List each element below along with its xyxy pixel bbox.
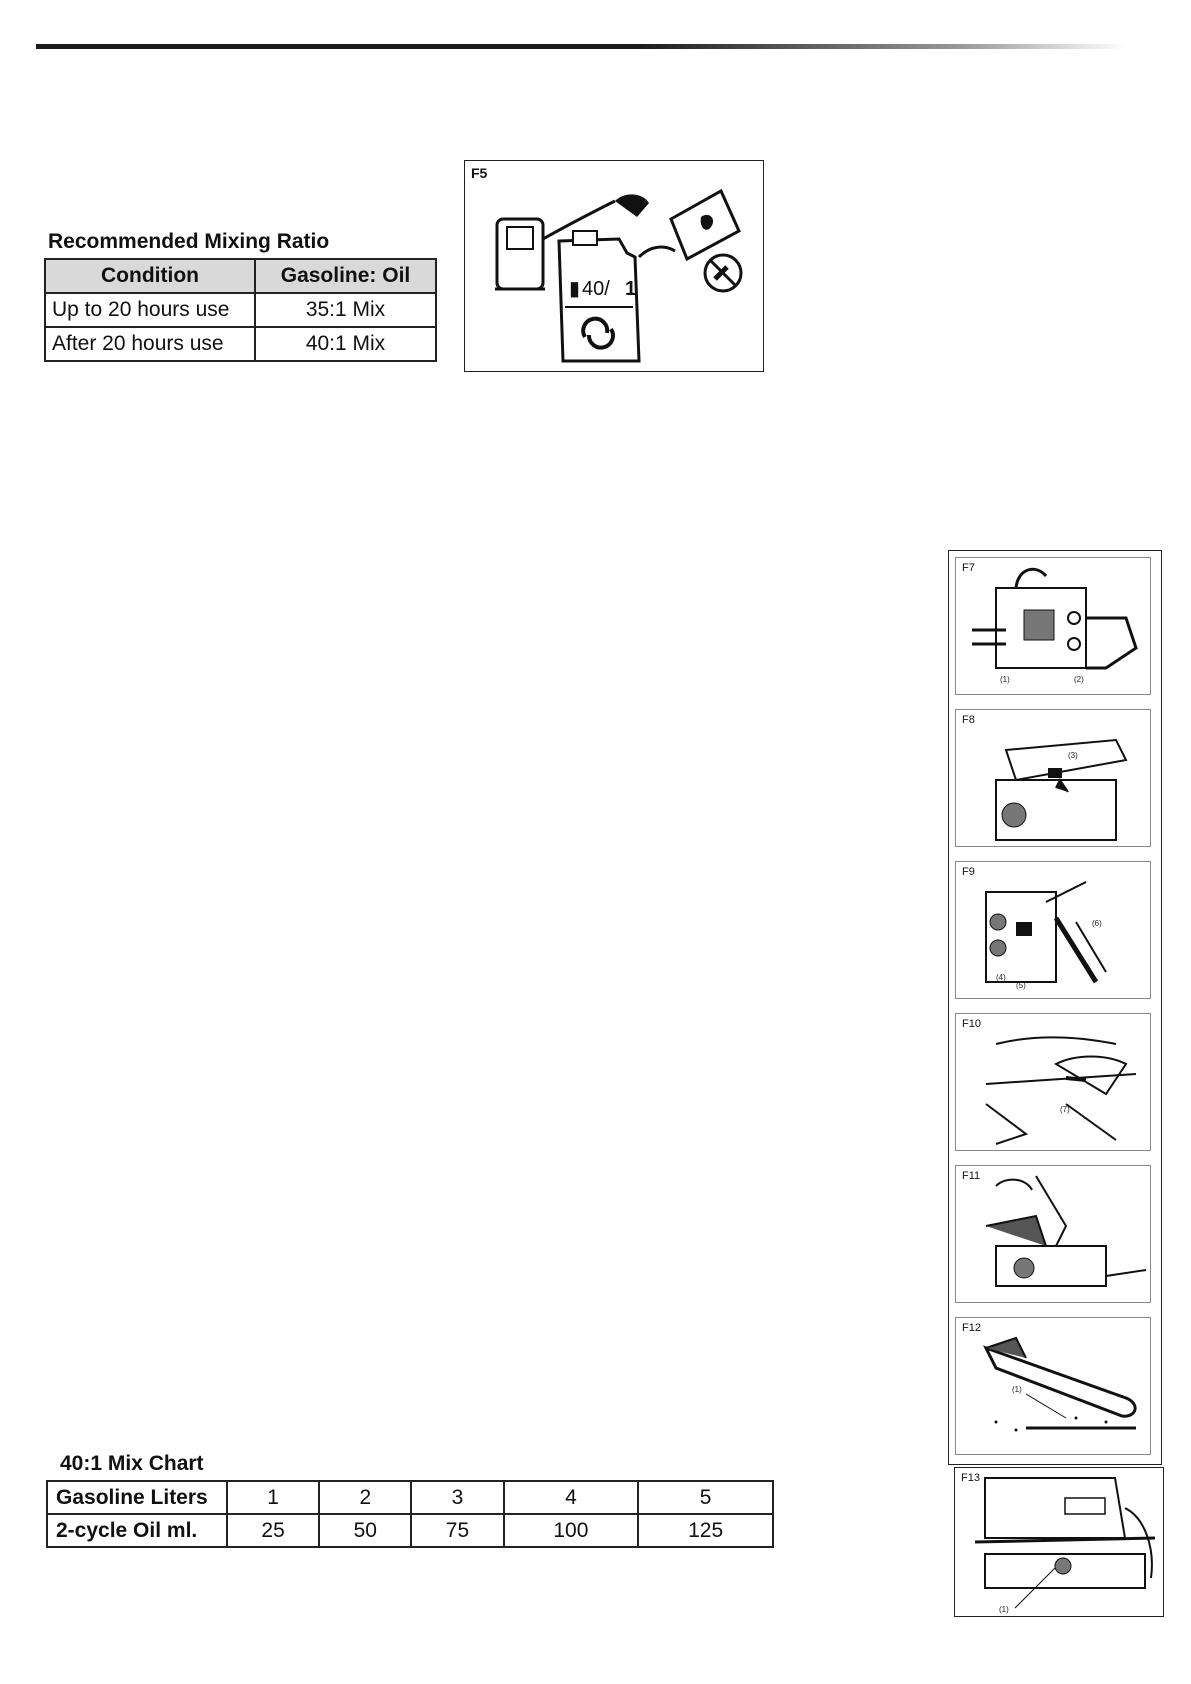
mixing-ratio-table (44, 258, 437, 362)
table-row (45, 293, 436, 327)
cell-condition: Up to 20 hours use (45, 293, 255, 327)
fuel-mixing-illustration (465, 161, 765, 373)
callout-label: (2) (1074, 675, 1084, 684)
callout-label: (4) (996, 973, 1006, 982)
cell-liters: 3 (411, 1481, 503, 1514)
mixing-ratio-title: Recommended Mixing Ratio (48, 230, 330, 253)
chainsaw-side-illustration (956, 558, 1152, 696)
figure-f8 (955, 709, 1151, 847)
chain-lubrication-illustration (956, 1318, 1152, 1456)
cell-oil-ml: 100 (504, 1514, 639, 1547)
can-marking-gas: ▮ (569, 278, 581, 300)
callout-label: (5) (1016, 981, 1026, 990)
header-rule (36, 44, 1126, 49)
table-row (47, 1481, 773, 1514)
figure-f13 (954, 1467, 1164, 1617)
callout-label: (3) (1068, 751, 1078, 760)
cell-liters: 5 (638, 1481, 773, 1514)
figure-label: F12 (962, 1322, 981, 1334)
cell-ratio: 35:1 Mix (255, 293, 436, 327)
can-marking: 40/ (582, 278, 610, 300)
header-gasoline-oil: Gasoline: Oil (255, 259, 436, 293)
oil-adjust-illustration (955, 1468, 1165, 1618)
cell-liters: 4 (504, 1481, 639, 1514)
row-header-oil: 2-cycle Oil ml. (47, 1514, 227, 1547)
cell-liters: 1 (227, 1481, 319, 1514)
figure-label: F9 (962, 866, 975, 878)
figure-f9 (955, 861, 1151, 999)
row-header-gasoline: Gasoline Liters (47, 1481, 227, 1514)
cell-oil-ml: 75 (411, 1514, 503, 1547)
callout-label: (1) (999, 1605, 1009, 1614)
figure-f11 (955, 1165, 1151, 1303)
figure-f5 (464, 160, 764, 372)
cell-ratio: 40:1 Mix (255, 327, 436, 361)
fuel-pump-icon (497, 219, 543, 289)
cell-oil-ml: 125 (638, 1514, 773, 1547)
callout-label: (7) (1060, 1105, 1070, 1114)
figure-f10 (955, 1013, 1151, 1151)
cell-condition: After 20 hours use (45, 327, 255, 361)
cell-oil-ml: 50 (319, 1514, 411, 1547)
mix-chart-table (46, 1480, 774, 1548)
figure-f12 (955, 1317, 1151, 1455)
figure-stack (948, 550, 1162, 1465)
callout-label: (1) (1012, 1385, 1022, 1394)
callout-label: (6) (1092, 919, 1102, 928)
figure-f7 (955, 557, 1151, 695)
bar-mounting-illustration (956, 862, 1152, 1000)
figure-label: F13 (961, 1472, 980, 1484)
cell-oil-ml: 25 (227, 1514, 319, 1547)
figure-label: F8 (962, 714, 975, 726)
can-marking-oil: 1 (625, 278, 637, 300)
chain-brake-illustration (956, 710, 1152, 848)
fuel-can-icon (559, 239, 639, 361)
chain-fitting-illustration (956, 1014, 1152, 1152)
chain-tension-illustration (956, 1166, 1152, 1304)
figure-label: F10 (962, 1018, 981, 1030)
mix-chart-title: 40:1 Mix Chart (60, 1452, 204, 1475)
table-row (47, 1514, 773, 1547)
figure-label: F11 (962, 1170, 981, 1182)
table-row (45, 327, 436, 361)
cell-liters: 2 (319, 1481, 411, 1514)
header-condition: Condition (45, 259, 255, 293)
nozzle-icon (615, 194, 649, 217)
figure-label: F7 (962, 562, 975, 574)
callout-label: (1) (1000, 675, 1010, 684)
figure-label: F5 (471, 165, 488, 181)
